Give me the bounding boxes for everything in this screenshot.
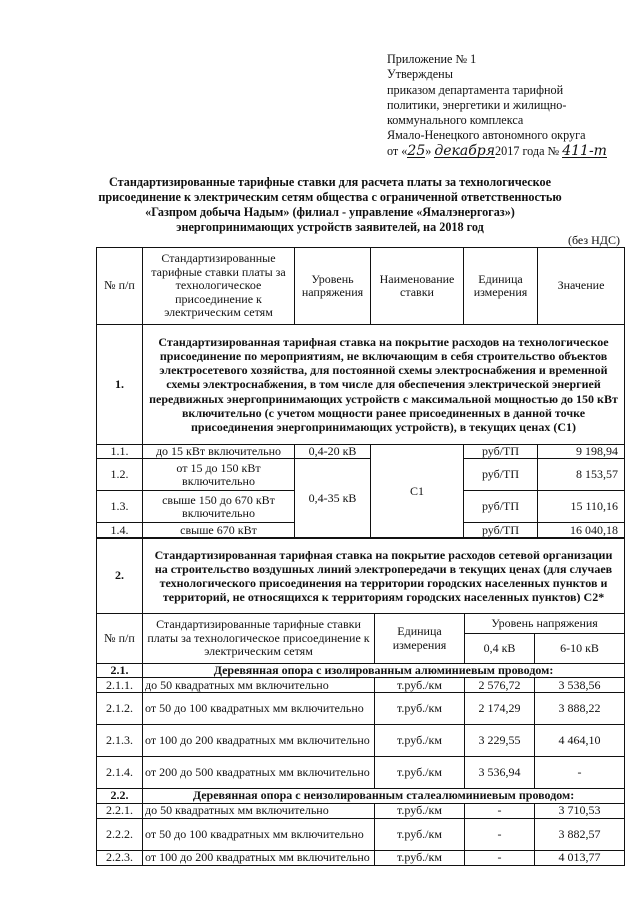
tariff-table-c2	[96, 538, 625, 866]
header-unit: Единица измерения	[375, 614, 465, 664]
approved-label: Утверждены	[387, 67, 453, 82]
section-text: Стандартизированная тарифная ставка на покрытие расходов на технологическое присоединение по мероприятиям, не включающим в себя строительство объектов электросетевого хозяйства, для постоянной схемы электроснабжения и временной схемы электроснабжения, в том числе для обеспечения электрической энергией передвижных энергопринимающих устройств с максимальной мощностью до 150 кВт включительно (с учетом мощности ранее присоединенных в данной точке присоединения энергопринимающих устройств), в текущих ценах (С1)	[143, 325, 625, 445]
section-num: 2.	[97, 539, 143, 614]
group-row: 2.2. Деревянная опора с неизолированным сталеалюминиевым проводом:	[97, 789, 625, 803]
table-row: 2.2.1. до 50 квадратных мм включительно т.руб./км - 3 710,53	[97, 803, 625, 818]
header-voltage-level: Уровень напряжения	[465, 614, 625, 634]
order-month: декабря	[434, 142, 496, 159]
order-day: 25	[407, 142, 426, 159]
section-row	[97, 539, 625, 614]
order-line-1: приказом департамента тарифной	[387, 82, 564, 97]
table-row: 1.2. от 15 до 150 кВт включительно 0,4-35 кВ руб/ТП 8 153,57	[97, 459, 625, 491]
table-header-row	[97, 614, 625, 634]
appendix-label: Приложение № 1	[387, 52, 477, 66]
header-unit: Единица измерения	[464, 248, 538, 325]
table-row: 1.1. до 15 кВт включительно 0,4-20 кВ С1 руб/ТП 9 198,94	[97, 445, 625, 459]
header-num: № п/п	[97, 248, 143, 325]
table-row: 2.1.1. до 50 квадратных мм включительно т.руб./км 2 576,72 3 538,56	[97, 678, 625, 693]
table-row: 1.3. свыше 150 до 670 кВт включительно руб/ТП 15 110,16	[97, 491, 625, 523]
header-value: Значение	[538, 248, 625, 325]
section-text: Стандартизированная тарифная ставка на покрытие расходов сетевой организации на строительство воздушных линий электропередачи в текущих ценах (для случаев технологического присоединения на территории городских населенных пунктов и территорий, не относящихся к территориям городских населенных пунктов) С2*	[143, 539, 625, 614]
document-title: Стандартизированные тарифные ставки для расчета платы за технологическое присоединение к электрическим сетям общества с ограниченной ответственностью «Газпром добыча Надым» (филиал - управление «Ямалэнергогаз») энергопринимающих устройств заявителей, на 2018 год	[98, 175, 562, 234]
order-date-line: от «25» декабря2017 года № 411-т	[387, 142, 607, 159]
order-line-2: политики, энергетики и жилищно-	[387, 97, 567, 112]
table-row: 2.1.2. от 50 до 100 квадратных мм включительно т.руб./км 2 174,29 3 888,22	[97, 693, 625, 725]
table-row: 2.2.2. от 50 до 100 квадратных мм включительно т.руб./км - 3 882,57	[97, 818, 625, 850]
table-header-row	[97, 248, 625, 325]
header-num: № п/п	[97, 614, 143, 664]
header-voltage: Уровень напряжения	[295, 248, 371, 325]
header-rate: Стандартизированные тарифные ставки платы за технологическое присоединение к электрическим сетям	[143, 248, 295, 325]
header-voltage-610: 6-10 кВ	[535, 634, 625, 664]
tariff-table-c1	[96, 247, 625, 538]
order-line-3: коммунального комплекса	[387, 113, 524, 128]
table-row: 2.1.3. от 100 до 200 квадратных мм включительно т.руб./км 3 229,55 4 464,10	[97, 725, 625, 757]
rate-name-c1: С1	[371, 445, 464, 538]
order-line-4: Ямало-Ненецкого автономного округа	[387, 128, 586, 143]
table-row: 2.2.3. от 100 до 200 квадратных мм включительно т.руб./км - 4 013,77	[97, 850, 625, 865]
order-number: 411-т	[562, 142, 607, 159]
table-row: 1.4. свыше 670 кВт руб/ТП 16 040,18	[97, 523, 625, 538]
group-row: 2.1. Деревянная опора с изолированным алюминиевым проводом:	[97, 664, 625, 678]
header-name: Наименование ставки	[371, 248, 464, 325]
header-voltage-04: 0,4 кВ	[465, 634, 535, 664]
table-row: 2.1.4. от 200 до 500 квадратных мм включительно т.руб./км 3 536,94 -	[97, 757, 625, 789]
voltage-shared: 0,4-35 кВ	[295, 459, 371, 538]
header-rate: Стандартизированные тарифные ставки платы за технологическое присоединение к электрическим сетям	[143, 614, 375, 664]
section-num: 1.	[97, 325, 143, 445]
section-row	[97, 325, 625, 445]
vat-note: (без НДС)	[567, 233, 620, 247]
approval-header	[387, 52, 607, 159]
